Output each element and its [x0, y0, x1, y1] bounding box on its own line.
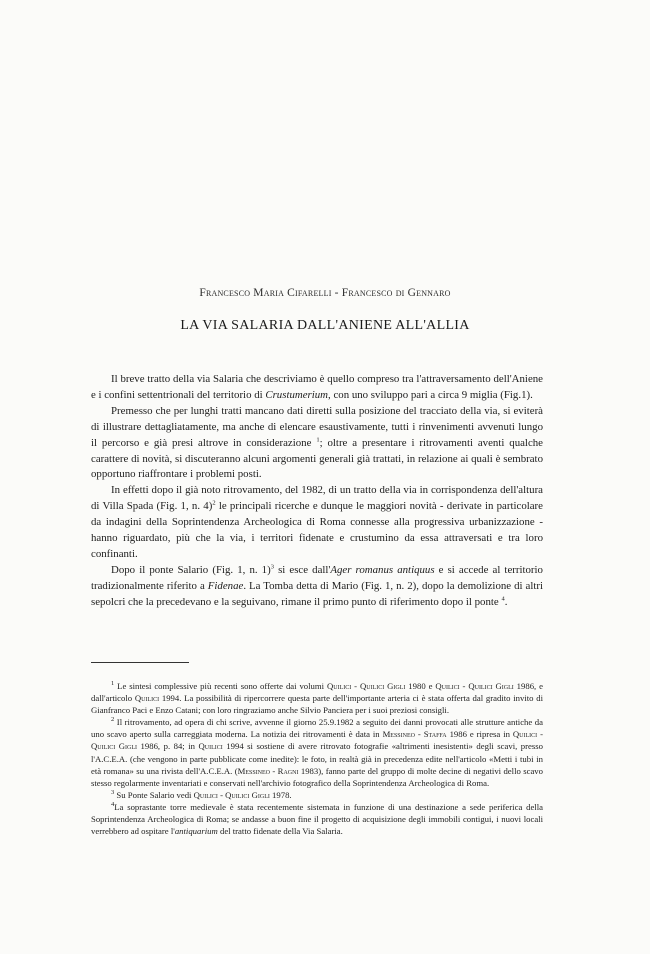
- footnote-1: $^1$ Le sintesi complessive più recenti sono offerte dai volumi Quilici - Quilici Gigli 1980 e Quilici - Quilici Gigli 1986, e dall'articolo Quilici 1994. La possibilità di ripercorrere questa parte dell'importante arteria ci è stata offerta dal gradito invito di Gianfranco Paci e Enzo Catani; con loro ringraziamo anche Silvio Panciera per i suoi preziosi consigli.: [91, 680, 543, 716]
- authors-line: Francesco Maria Cifarelli - Francesco di Gennaro: [199, 287, 451, 299]
- footnote-separator: [91, 662, 189, 663]
- place-name: Fidenae: [207, 579, 244, 592]
- footnote-ref-2[interactable]: 2: [212, 499, 216, 507]
- article-title: LA VIA SALARIA DALL'ANIENE ALL'ALLIA: [180, 318, 470, 333]
- paragraph-4: Dopo il ponte Salario (Fig. 1, n. 1)$^3$ si esce dall'Ager romanus antiquus e si accede al territorio tradizionalmente riferito a Fidenae. La Tomba detta di Mario (Fig. 1, n. 2), dopo la demolizione di altri sepolcri che la precedevano e la seguivano, rimane il primo punto di riferimento dopo il ponte $^4$.: [91, 563, 543, 608]
- footnotes: [91, 680, 543, 837]
- paragraph-1: Il breve tratto della via Salaria che descriviamo è quello compreso tra l'attraversamento dell'Aniene e i confini settentrionali del territorio di Crustumerium, con uno sviluppo pari a circa 9 miglia (Fig.1).: [91, 373, 543, 401]
- footnote-ref-3[interactable]: 3: [270, 563, 274, 571]
- footnote-ref-4[interactable]: 4: [501, 595, 505, 603]
- body-text: [91, 372, 543, 611]
- paragraph-3: In effetti dopo il già noto ritrovamento, del 1982, di un tratto della via in corrispondenza dell'altura di Villa Spada (Fig. 1, n. 4)$^2$ le principali ricerche e dunque le maggiori novità - derivate in particolare da indagini della Soprintendenza Archeologica di Roma connesse alla progressiva urbanizzazione - hanno riguardato, più che la via, i territori fidenate e crustumino da essa attraversati e tra loro confinanti.: [91, 484, 543, 560]
- footnote-ref-1[interactable]: 1: [316, 436, 320, 444]
- place-name: Crustumerium: [265, 388, 329, 401]
- footnote-4: $^4$La soprastante torre medievale è stata recentemente sistemata in funzione di una destinazione a sede periferica della Soprintendenza Archeologica di Roma; se andasse a buon fine il progetto di acquisizione degli immobili contigui, i nuovi locali verrebbero ad ospitare l'antiquarium del tratto fidenate della Via Salaria.: [91, 801, 543, 837]
- footnote-3: $^3$ Su Ponte Salario vedi Quilici - Quilici Gigli 1978.: [111, 788, 292, 800]
- paragraph-2: Premesso che per lunghi tratti mancano dati diretti sulla posizione del tracciato della via, si eviterà di illustrare dettagliatamente, ma anche di elencare esaustivamente, tutti i rinvenimenti avvenuti lungo il percorso e già presi altrove in considerazione $^1$; oltre a presentare i ritrovamenti aventi qualche carattere di novità, si discuteranno alcuni argomenti generali già trattati, in relazione ai quali è sembrato opportuno riaffrontare i problemi posti.: [91, 404, 543, 481]
- latin-term: Ager romanus antiquus: [330, 563, 435, 576]
- footnote-2: $^2$ Il ritrovamento, ad opera di chi scrive, avvenne il giorno 25.9.1982 a seguito dei danni provocati alle strutture antiche da uno scavo aperto sulla carreggiata moderna. La notizia dei ritrovamenti è data in Messineo - Staffa 1986 e ripresa in Quilici - Quilici Gigli 1986, p. 84; in Quilici 1994 si sostiene di avere ritrovato fotografie «altrimenti inesistenti» degli scavi, presso l'A.C.E.A. (che vengono in parte pubblicate come inedite): le foto, in realtà già in precedenza edite nell'articolo «Metti i tubi in età romana» su una rivista dell'A.C.E.A. (Messineo - Ragni 1983), fanno parte del gruppo di molte decine di negativi dello scavo stesso regolarmente inventariati e conservati nell'archivio fotografico della Soprintendenza Archeologica di Roma.: [91, 716, 543, 788]
